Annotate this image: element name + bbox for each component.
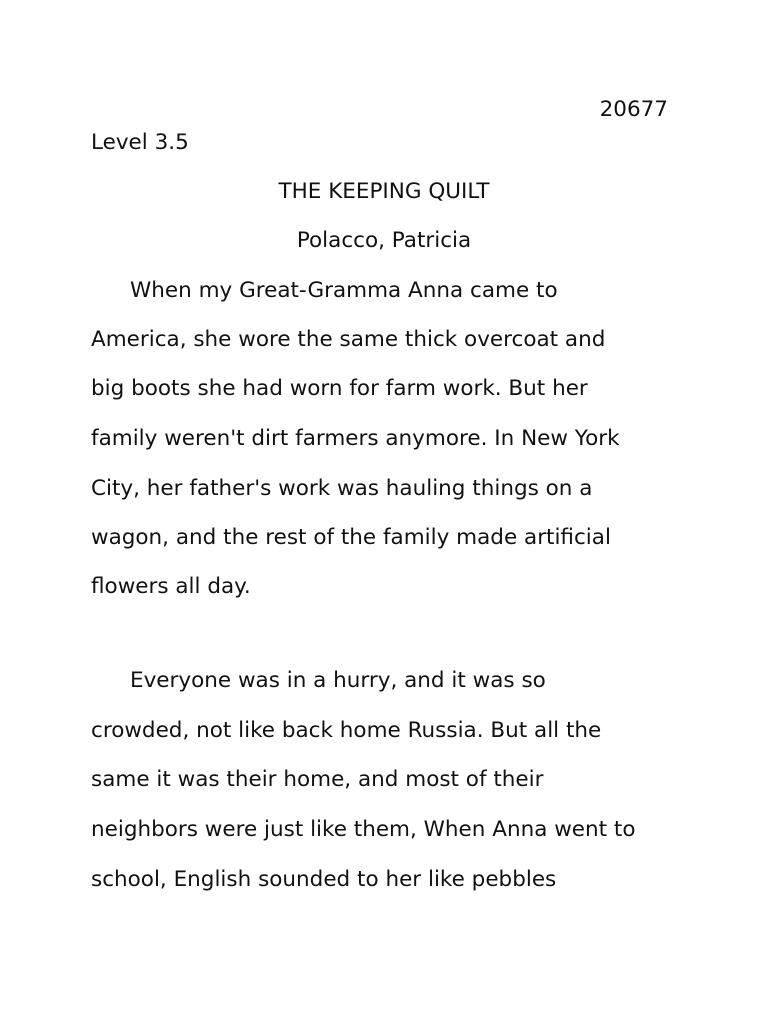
- text-line: America, she wore the same thick overcoat and: [91, 327, 606, 352]
- text-line: When my Great-Gramma Anna came to: [130, 278, 558, 303]
- text-line: neighbors were just like them, When Anna went to: [91, 817, 636, 842]
- text-line: wagon, and the rest of the family made artificial: [91, 525, 611, 550]
- text-line: Everyone was in a hurry, and it was so: [130, 668, 546, 693]
- book-title: THE KEEPING QUILT: [278, 179, 490, 204]
- text-line: flowers all day.: [91, 574, 251, 599]
- text-line: school, English sounded to her like pebbles: [91, 867, 557, 892]
- document-number: 20677: [599, 97, 668, 122]
- text-line: same it was their home, and most of their: [91, 767, 544, 792]
- text-line: big boots she had worn for farm work. But her: [91, 376, 588, 401]
- book-author: Polacco, Patricia: [296, 228, 472, 253]
- reading-level: Level 3.5: [91, 130, 189, 155]
- text-line: crowded, not like back home Russia. But all the: [91, 718, 602, 743]
- text-line: City, her father's work was hauling things on a: [91, 476, 593, 501]
- text-line: family weren't dirt farmers anymore. In New York: [91, 426, 620, 451]
